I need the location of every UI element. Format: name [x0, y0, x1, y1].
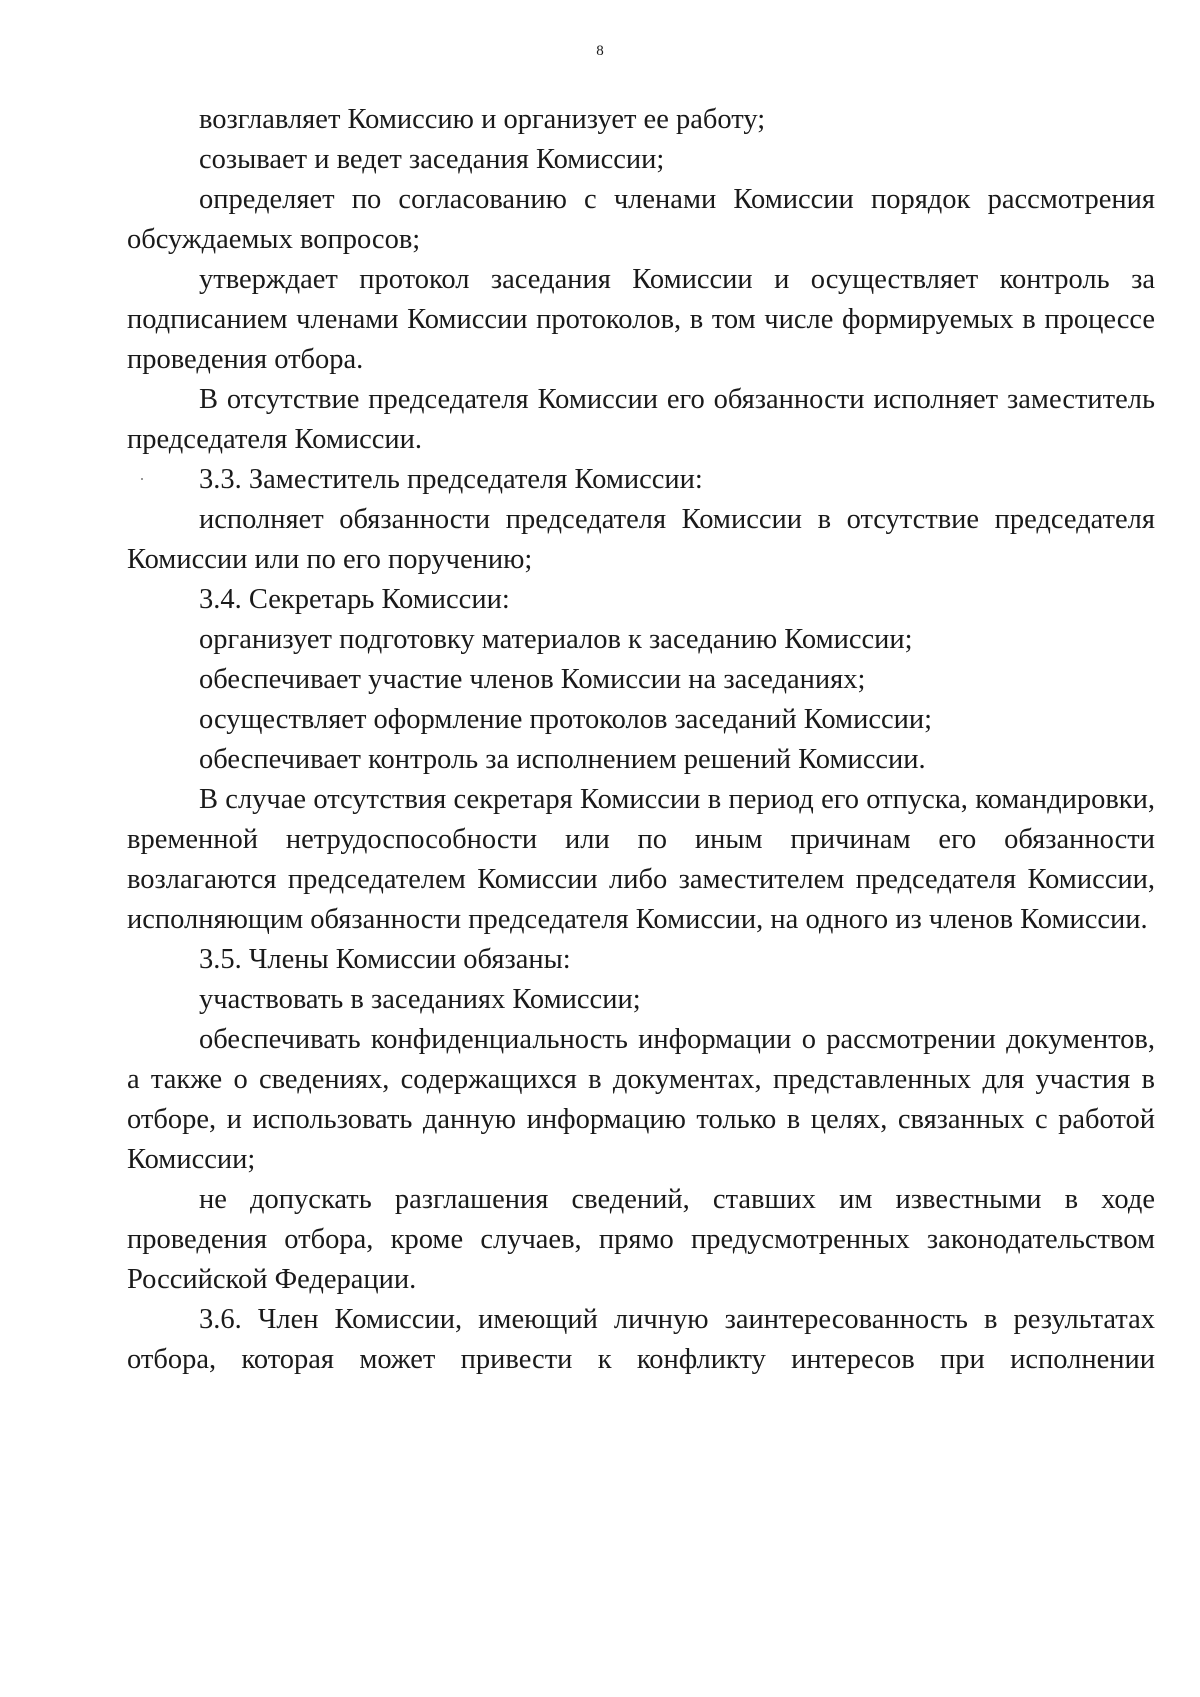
paragraph: созывает и ведет заседания Комиссии; [199, 144, 665, 175]
paragraph: В отсутствие председателя Комиссии его обязанности исполняет заместитель председателя Комиссии. [127, 384, 1155, 455]
paragraph: 3.6. Член Комиссии, имеющий личную заинтересованность в результатах отбора, которая может привести к конфликту интересов при исполнении [127, 1304, 1155, 1375]
paragraph: участвовать в заседаниях Комиссии; [199, 984, 641, 1015]
page-number: 8 [596, 43, 604, 59]
section-heading: 3.5. Члены Комиссии обязаны: [199, 944, 571, 975]
paragraph: В случае отсутствия секретаря Комиссии в период его отпуска, командировки, временной нетрудоспособности или по иным причинам его обязанности возлагаются председателем Комиссии либо заместителем председателя Комиссии, исполняющим обязанности председателя Комиссии, на одного из членов Комиссии. [127, 784, 1155, 935]
paragraph: утверждает протокол заседания Комиссии и осуществляет контроль за подписанием членами Комиссии протоколов, в том числе формируемых в процессе проведения отбора. [127, 264, 1155, 375]
paragraph: обеспечивает участие членов Комиссии на заседаниях; [199, 664, 866, 695]
paragraph: не допускать разглашения сведений, ставших им известными в ходе проведения отбора, кроме случаев, прямо предусмотренных законодательством Российской Федерации. [127, 1184, 1155, 1295]
paragraph: исполняет обязанности председателя Комиссии в отсутствие председателя Комиссии или по его поручению; [127, 504, 1155, 575]
paragraph: обеспечивать конфиденциальность информации о рассмотрении документов, а также о сведениях, содержащихся в документах, представленных для участия в отборе, и использовать данную информацию только в целях, связанных с работой Комиссии; [127, 1024, 1155, 1175]
document-body [127, 100, 1155, 1380]
section-heading: 3.4. Секретарь Комиссии: [199, 584, 510, 615]
paragraph: обеспечивает контроль за исполнением решений Комиссии. [199, 744, 926, 775]
paragraph: возглавляет Комиссию и организует ее работу; [199, 104, 766, 135]
section-heading: 3.3. Заместитель председателя Комиссии: [199, 464, 703, 495]
paragraph: осуществляет оформление протоколов заседаний Комиссии; [199, 704, 933, 735]
paragraph: определяет по согласованию с членами Комиссии порядок рассмотрения обсуждаемых вопросов; [127, 184, 1155, 255]
paragraph: организует подготовку материалов к заседанию Комиссии; [199, 624, 913, 655]
